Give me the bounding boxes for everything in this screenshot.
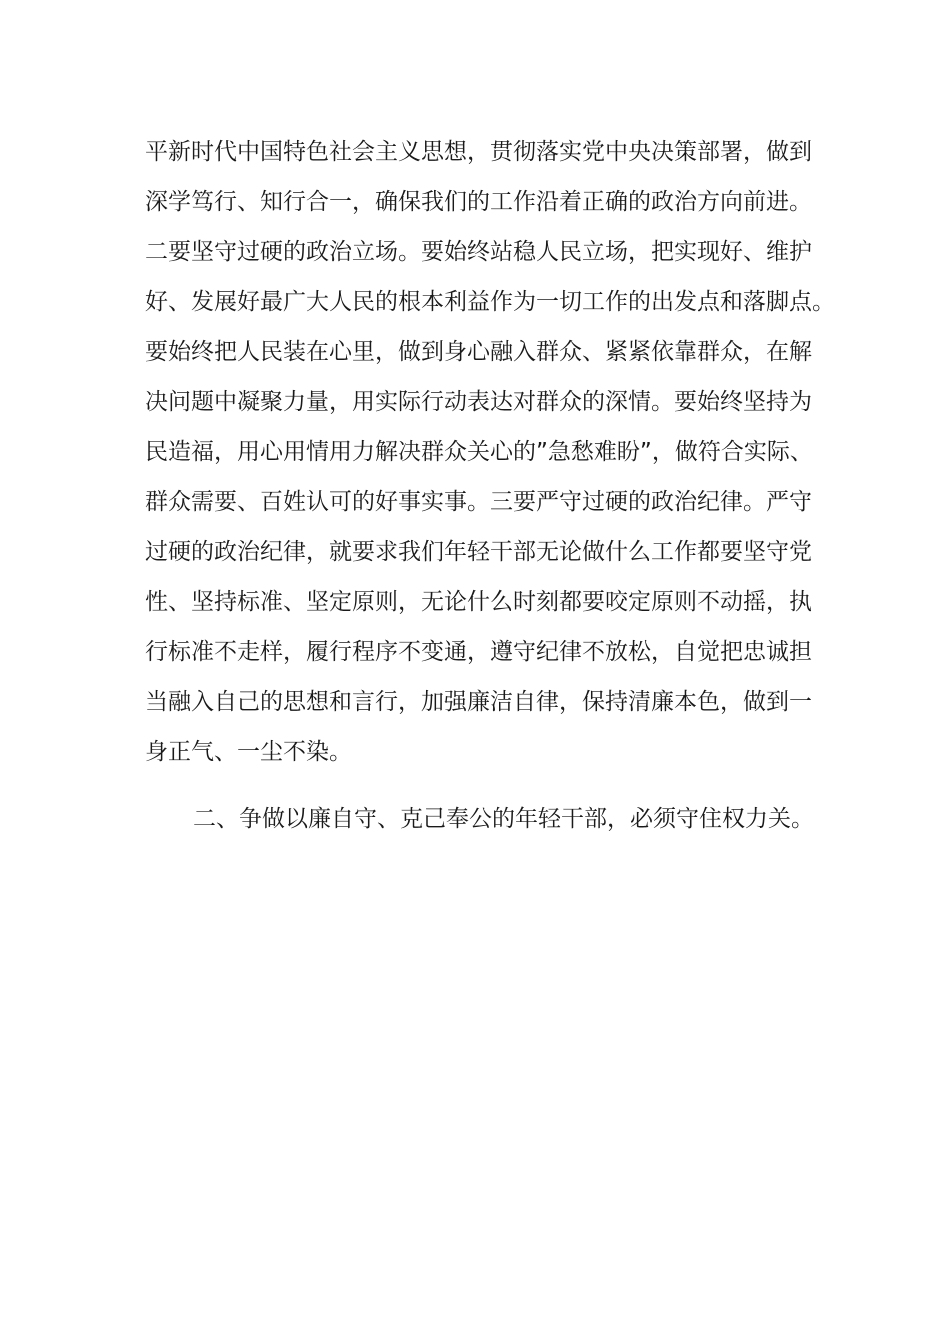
paragraph-line: 深学笃行、知行合一，确保我们的工作沿着正确的政治方向前进。 (145, 189, 812, 215)
paragraph-line: 要始终把人民装在心里，做到身心融入群众、紧紧依靠群众，在解 (145, 339, 812, 365)
paragraph-line: 当融入自己的思想和言行，加强廉洁自律，保持清廉本色，做到一 (145, 689, 812, 715)
section-heading: 二、争做以廉自守、克己奉公的年轻干部，必须守住权力关。 (193, 806, 814, 832)
paragraph-line: 行标准不走样，履行程序不变通，遵守纪律不放松，自觉把忠诚担 (145, 639, 812, 665)
paragraph-line: 性、坚持标准、坚定原则，无论什么时刻都要咬定原则不动摇，执 (145, 589, 812, 615)
paragraph-line: 决问题中凝聚力量，用实际行动表达对群众的深情。要始终坚持为 (145, 389, 812, 415)
paragraph-line: 二要坚守过硬的政治立场。要始终站稳人民立场，把实现好、维护 (145, 239, 812, 265)
paragraph-line: 过硬的政治纪律，就要求我们年轻干部无论做什么工作都要坚守党 (145, 539, 812, 565)
paragraph-line: 平新时代中国特色社会主义思想，贯彻落实党中央决策部署，做到 (145, 139, 812, 165)
paragraph-line: 好、发展好最广大人民的根本利益作为一切工作的出发点和落脚点。 (145, 289, 835, 315)
body-paragraph (145, 130, 835, 780)
paragraph-line: 民造福，用心用情用力解决群众关心的”急愁难盼”，做符合实际、 (145, 439, 813, 465)
paragraph-line: 群众需要、百姓认可的好事实事。三要严守过硬的政治纪律。严守 (145, 489, 812, 515)
paragraph-line: 身正气、一尘不染。 (145, 739, 352, 765)
